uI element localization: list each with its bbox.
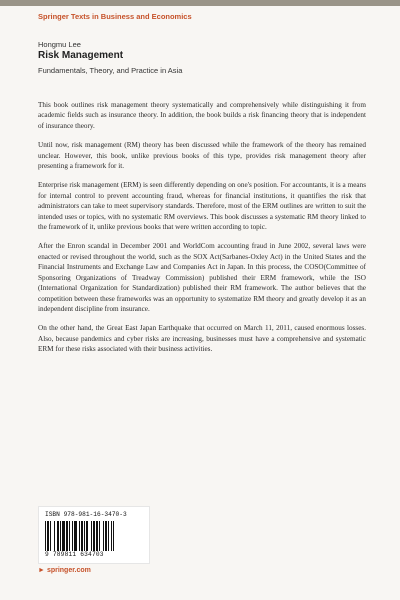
barcode-bar [74, 521, 77, 551]
barcode-bar [99, 521, 100, 551]
publisher-link[interactable] [38, 567, 91, 574]
barcode-bar [54, 521, 55, 551]
barcode-bar [60, 521, 61, 551]
barcode-digits: 9 789811 634703 [45, 551, 104, 558]
barcode-bar [91, 521, 92, 551]
isbn-barcode [38, 506, 150, 564]
blurb-paragraph-4: After the Enron scandal in December 2001 and WorldCom accounting fraud in June 2002, several laws were enacted or revised throughout the world, such as the SOX Act(Sarbanes-Oxley Act) in the United States and the Financial Instruments and Exchange Law and Companies Act in Japan. In this process, the COSO(Committee of Sponsoring Organizations of Treadway Commission) published their ERM framework, while the ISO (International Organization for Standardization) published their RM framework. The author believes that the competition between these frameworks was an opportunity to systematize RM theory and greatly develop it as an independent discipline from insurance. [38, 242, 366, 313]
blurb-paragraph-5: On the other hand, the Great East Japan Earthquake that occurred on March 11, 2011, caused enormous losses. Also, because pandemics and cyber risks are increasing, businesses must have a comprehensive and systematic ERM for these risks associated with their business activities. [38, 324, 366, 354]
barcode-bar [47, 521, 49, 551]
barcode-bar [62, 521, 65, 551]
author-name: Hongmu Lee [38, 40, 81, 49]
barcode-bar [69, 521, 70, 551]
barcode-bar [84, 521, 85, 551]
blurb-paragraph-1: This book outlines risk management theory systematically and comprehensively while distinguishing it from academic fields such as insurance theory. In addition, the book builds a risk financing theory that is independent of insurance theory. [38, 101, 366, 130]
barcode-bar [72, 521, 73, 551]
isbn-label: ISBN 978-981-16-3470-3 [45, 511, 127, 518]
publisher-link-text: springer.com [46, 567, 91, 574]
book-title: Risk Management [38, 50, 124, 61]
barcode-bar [93, 521, 95, 551]
book-subtitle: Fundamentals, Theory, and Practice in Asia [38, 66, 183, 75]
arrow-right-icon: ► [38, 567, 45, 574]
barcode-bar [108, 521, 109, 551]
series-name: Springer Texts in Business and Economics [38, 12, 192, 21]
barcode-bar [81, 521, 83, 551]
blurb-paragraph-3: Enterprise risk management (ERM) is seen differently depending on one's position. For accountants, it is a means for internal control to prevent accounting fraud, whereas for financial institutions, it quantifies the risk that administrators can take to meet supervisory standards. Therefore, most of the ERM outlines are written to suit the intended uses or topics, with no systematic RM overviews. This book discusses a systematic RM theory linked to the framework of it, unlike previous books that were written according to topic. [38, 181, 366, 232]
barcode-bar [96, 521, 98, 551]
blurb [38, 100, 366, 364]
barcode-bar [111, 521, 112, 551]
barcode-bar [45, 521, 46, 551]
barcode-bar [113, 521, 114, 551]
barcode-bar [86, 521, 88, 551]
barcode-bar [79, 521, 80, 551]
barcode-bars [45, 521, 143, 551]
barcode-bar [66, 521, 68, 551]
barcode-bar [50, 521, 51, 551]
barcode-bar [103, 521, 104, 551]
blurb-paragraph-2: Until now, risk management (RM) theory has been discussed while the framework of the theory has remained unclear. However, this book, unlike previous books of this type, provides risk management theory after presenting a framework for it. [38, 141, 366, 171]
top-band [0, 0, 400, 6]
barcode-bar [57, 521, 59, 551]
barcode-bar [105, 521, 107, 551]
